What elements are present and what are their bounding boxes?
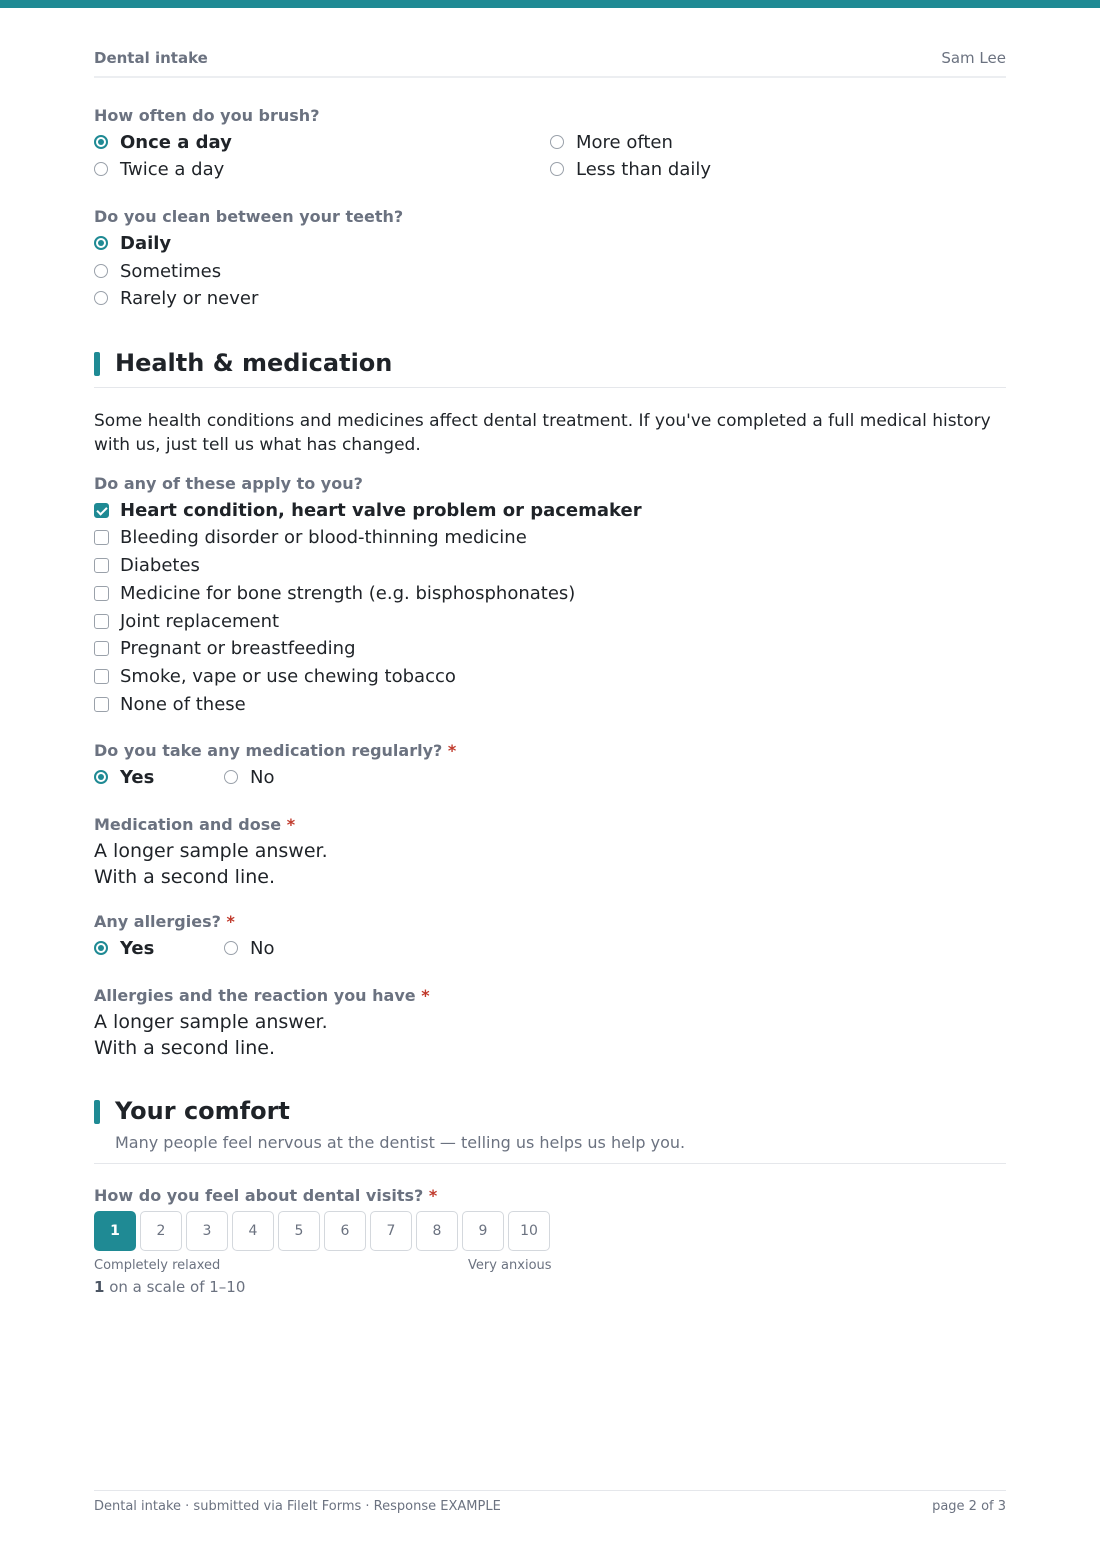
scale-option[interactable]: 10 [508,1211,550,1251]
option-label: Less than daily [576,158,711,180]
radio-selected-icon [94,770,108,784]
scale-option[interactable]: 9 [462,1211,504,1251]
dental-feeling-question [94,1186,437,1205]
condition-checkbox-heart[interactable] [94,498,642,522]
allergies-option-no[interactable] [224,936,274,960]
question-text: How do you feel about dental visits? [94,1186,424,1205]
radio-icon [550,135,564,149]
condition-checkbox-bone-medicine[interactable] [94,581,575,605]
brushing-question: How often do you brush? [94,106,320,125]
form-title: Dental intake [94,49,208,67]
scale-option[interactable]: 7 [370,1211,412,1251]
allergies-detail-answer [94,1009,328,1061]
footer-info: Dental intake · submitted via FileIt Forms · Response EXAMPLE [94,1499,501,1514]
radio-icon [224,941,238,955]
medication-detail-answer [94,838,328,890]
allergies-detail-label [94,986,430,1005]
page-number: page 2 of 3 [932,1499,1006,1514]
radio-icon [224,770,238,784]
question-text: Allergies and the reaction you have [94,986,416,1005]
scale-value-suffix: on a scale of 1–10 [104,1278,246,1296]
scale-option[interactable]: 8 [416,1211,458,1251]
scale-option[interactable]: 6 [324,1211,366,1251]
page-footer [94,1490,1006,1514]
option-label: Heart condition, heart valve problem or pacemaker [120,499,642,521]
option-label: Rarely or never [120,287,259,309]
brushing-option-less[interactable] [550,157,711,181]
between-teeth-option-daily[interactable] [94,231,171,255]
option-label: Medicine for bone strength (e.g. bisphosphonates) [120,582,576,604]
required-marker: * [428,1186,438,1205]
option-label: Sometimes [120,260,222,282]
option-label: Pregnant or breastfeeding [120,637,356,659]
question-text: Any allergies? [94,912,221,931]
radio-selected-icon [94,135,108,149]
option-label: Joint replacement [120,610,280,632]
checkbox-icon [94,614,109,629]
scale-min-label: Completely relaxed [94,1258,221,1273]
option-label: More often [576,131,673,153]
scale-max-label: Very anxious [468,1258,552,1273]
scale-option[interactable]: 3 [186,1211,228,1251]
between-teeth-option-rarely[interactable] [94,286,258,310]
scale-value-summary [94,1278,245,1296]
option-label: Smoke, vape or use chewing tobacco [120,665,456,687]
condition-checkbox-pregnant[interactable] [94,636,356,660]
medication-option-yes[interactable] [94,765,154,789]
scale-option[interactable]: 5 [278,1211,320,1251]
medication-option-no[interactable] [224,765,274,789]
radio-icon [550,162,564,176]
option-label: Once a day [120,131,232,153]
option-label: No [250,937,275,959]
condition-checkbox-joint[interactable] [94,609,279,633]
brushing-option-once[interactable] [94,130,232,154]
option-label: Diabetes [120,554,200,576]
radio-icon [94,291,108,305]
option-label: Twice a day [120,158,225,180]
section-divider [94,1163,1006,1164]
section-divider [94,387,1006,388]
answer-line: A longer sample answer. [94,840,328,862]
answer-line: With a second line. [94,1037,275,1059]
section-subtitle: Many people feel nervous at the dentist — telling us helps us help you. [115,1133,686,1152]
medication-question [94,741,456,760]
checkbox-icon [94,530,109,545]
between-teeth-question: Do you clean between your teeth? [94,207,404,226]
radio-selected-icon [94,236,108,250]
section-accent-bar [94,352,100,376]
required-marker: * [447,741,457,760]
top-accent-bar [0,0,1100,8]
brushing-option-twice[interactable] [94,157,224,181]
answer-line: With a second line. [94,866,275,888]
section-accent-bar [94,1100,100,1124]
section-title: Your comfort [115,1097,290,1125]
scale-option[interactable]: 1 [94,1211,136,1251]
answer-line: A longer sample answer. [94,1011,328,1033]
brushing-option-more[interactable] [550,130,673,154]
scale-option[interactable]: 2 [140,1211,182,1251]
checkbox-icon [94,586,109,601]
radio-icon [94,264,108,278]
anxiety-scale [94,1211,554,1251]
required-marker: * [286,815,296,834]
medication-detail-label [94,815,295,834]
health-intro-text: Some health conditions and medicines affect dental treatment. If you've completed a full medical history with us, just tell us what has changed. [94,411,991,455]
condition-checkbox-none[interactable] [94,692,246,716]
respondent-name: Sam Lee [941,49,1006,67]
question-text: Do you take any medication regularly? [94,741,443,760]
checkbox-checked-icon [94,503,109,518]
scale-option[interactable]: 4 [232,1211,274,1251]
page-header [94,47,1006,78]
checkbox-icon [94,669,109,684]
option-label: No [250,766,275,788]
scale-value: 1 [94,1278,105,1296]
conditions-question: Do any of these apply to you? [94,474,363,493]
checkbox-icon [94,641,109,656]
option-label: Yes [120,937,155,959]
radio-selected-icon [94,941,108,955]
option-label: Yes [120,766,155,788]
required-marker: * [226,912,235,931]
checkbox-icon [94,558,109,573]
option-label: Bleeding disorder or blood-thinning medicine [120,526,527,548]
radio-icon [94,162,108,176]
option-label: Daily [120,232,172,254]
option-label: None of these [120,693,246,715]
question-text: Medication and dose [94,815,282,834]
allergies-question [94,912,235,931]
section-title: Health & medication [115,349,393,377]
checkbox-icon [94,697,109,712]
condition-checkbox-bleeding[interactable] [94,525,527,549]
between-teeth-option-sometimes[interactable] [94,259,221,283]
condition-checkbox-diabetes[interactable] [94,553,200,577]
allergies-option-yes[interactable] [94,936,154,960]
condition-checkbox-smoke[interactable] [94,664,456,688]
required-marker: * [421,986,430,1005]
